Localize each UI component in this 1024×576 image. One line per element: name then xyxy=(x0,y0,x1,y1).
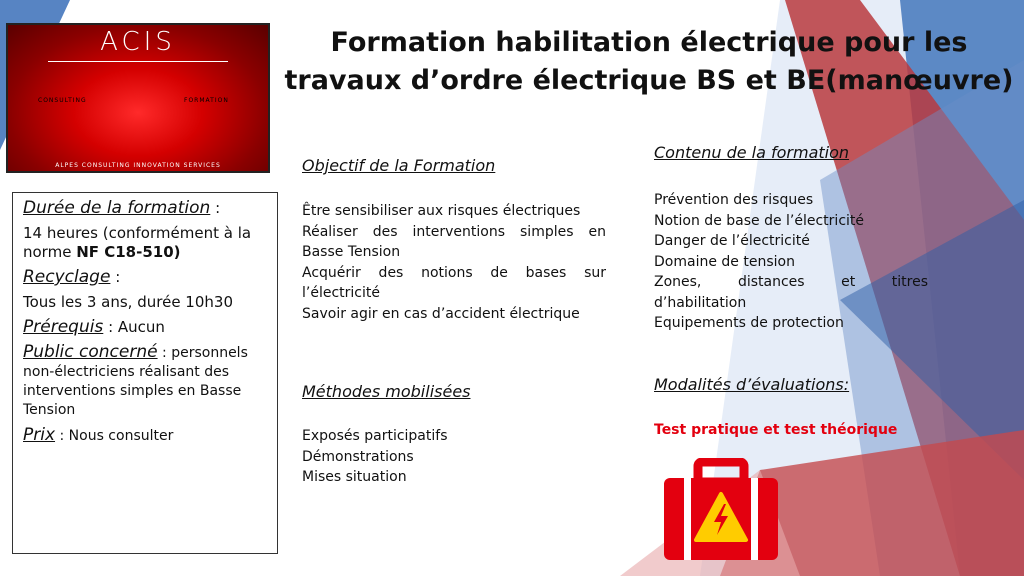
title-line-2: travaux d’ordre électrique BS et BE(manœuvre) xyxy=(284,65,1014,96)
contenu-item: Domaine de tension xyxy=(654,253,795,270)
prerequis-value: Aucun xyxy=(117,318,165,336)
objectif-item: Être sensibiliser aux risques électriques xyxy=(302,203,581,219)
contenu-title: Contenu de la formation xyxy=(654,143,850,162)
public-label: Public concerné xyxy=(23,342,158,362)
duration-label: Durée de la formation xyxy=(23,198,211,218)
methodes-item: Démonstrations xyxy=(302,448,414,465)
contenu-item: Prévention des risques xyxy=(654,192,814,208)
methodes-list xyxy=(302,426,602,488)
methodes-item: Mises situation xyxy=(302,469,407,485)
duration-sep: : xyxy=(210,199,221,217)
contenu-item: Equipements de protection xyxy=(654,315,844,331)
contenu-list xyxy=(654,190,928,334)
objectif-title: Objectif de la Formation xyxy=(302,156,496,175)
title-line-1: Formation habilitation électrique pour les xyxy=(330,27,968,58)
prix-label: Prix xyxy=(23,425,56,445)
objectif-item: Acquérir des notions de bases sur l’électricité xyxy=(302,264,606,301)
prerequis-label: Prérequis xyxy=(23,317,104,337)
duration-row xyxy=(23,199,267,218)
logo-left-text: CONSULTING xyxy=(38,97,87,104)
logo-word: ACIS xyxy=(100,27,176,57)
public-value: personnels non-électriciens réalisant des interventions simples en Basse Tension xyxy=(23,345,248,418)
methodes-title: Méthodes mobilisées xyxy=(302,382,471,401)
public-row xyxy=(23,343,267,420)
objectif-list xyxy=(302,201,606,324)
duration-value xyxy=(23,224,267,262)
recyclage-label: Recyclage xyxy=(23,267,111,287)
contenu-item: Danger de l’électricité xyxy=(654,233,810,249)
contenu-item: Zones, distances et titres d’habilitation xyxy=(654,274,928,311)
prix-sep: : xyxy=(55,428,69,444)
methodes-item: Exposés participatifs xyxy=(302,428,448,444)
prix-value: Nous consulter xyxy=(68,428,174,444)
prerequis-row xyxy=(23,318,267,337)
electrical-toolkit-icon xyxy=(662,458,780,562)
prerequis-sep: : xyxy=(103,318,118,336)
evaluation-text: Test pratique et test théorique xyxy=(654,422,898,438)
recyclage-value: Tous les 3 ans, durée 10h30 xyxy=(23,293,233,311)
logo-footer: ALPES CONSULTING INNOVATION SERVICES xyxy=(55,162,221,169)
logo-underline xyxy=(48,61,228,62)
info-box xyxy=(12,192,278,554)
prix-row xyxy=(23,426,267,446)
acis-logo xyxy=(6,23,270,173)
page-title xyxy=(278,24,1020,100)
objectif-item: Réaliser des interventions simples en Basse Tension xyxy=(302,223,606,260)
recyclage-sep: : xyxy=(110,268,121,286)
logo-right-text: FORMATION xyxy=(184,97,229,104)
recyclage-row xyxy=(23,268,267,287)
duration-text: 14 heures (conformément à la norme xyxy=(23,224,252,261)
evaluation-title: Modalités d’évaluations: xyxy=(654,375,850,394)
public-sep: : xyxy=(157,345,172,361)
duration-norm: NF C18-510) xyxy=(76,243,181,261)
objectif-item: Savoir agir en cas d’accident électrique xyxy=(302,305,580,322)
contenu-item: Notion de base de l’électricité xyxy=(654,212,865,229)
